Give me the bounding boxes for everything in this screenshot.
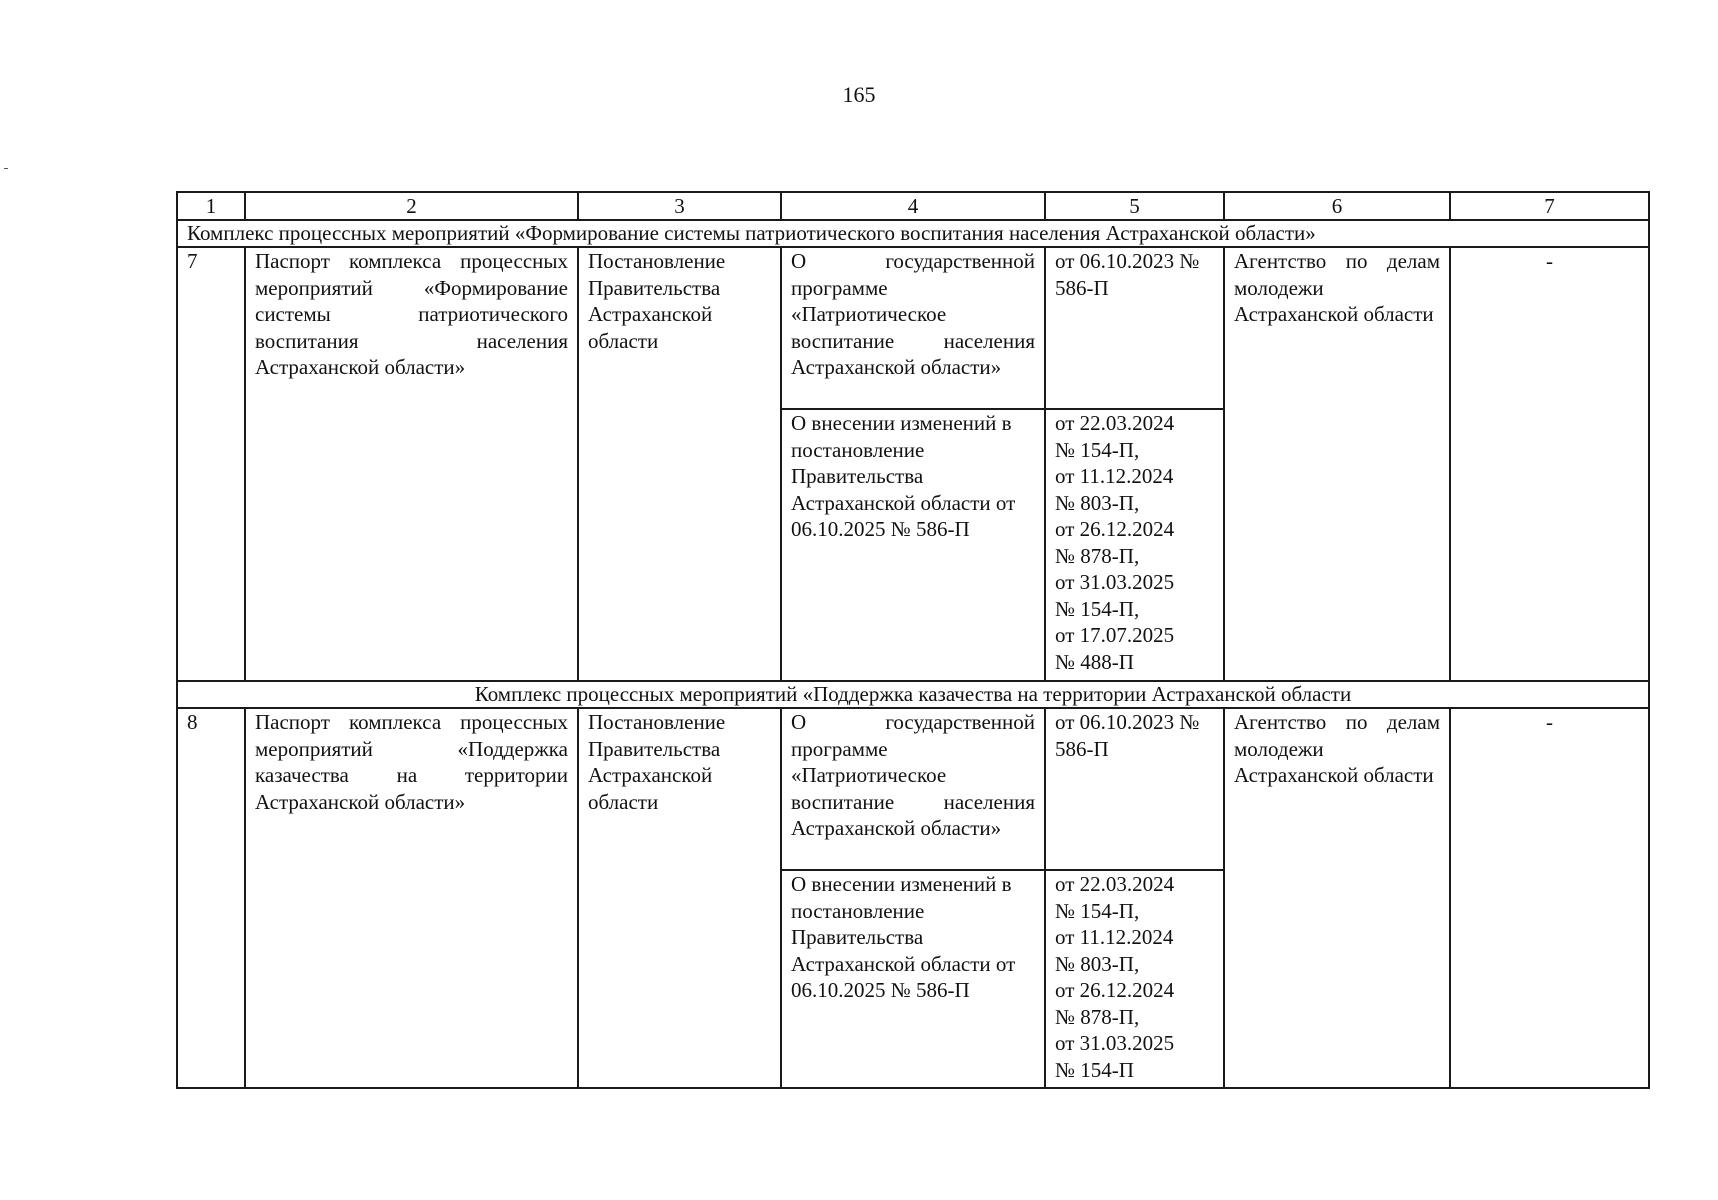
section-title: Комплекс процессных мероприятий «Формирование системы патриотического воспитания населения Астраханской области» [177,220,1649,247]
section-title: Комплекс процессных мероприятий «Поддержка казачества на территории Астраханской области [177,681,1649,708]
act-date-line: № 154-П, [1055,596,1140,621]
act-date-line: № 154-П [1055,1057,1134,1082]
table-row [177,708,1649,870]
act-name-cell: О внесении изменений в постановление Правительства Астраханской области от 06.10.2025 № 586-П [781,409,1045,681]
act-dates-cell [1045,409,1224,681]
act-type-cell: Постановление Правительства Астраханской области [578,708,781,1088]
table-row [177,247,1649,409]
scan-mark [4,168,8,169]
column-number: 6 [1224,192,1450,220]
act-type-cell: Постановление Правительства Астраханской области [578,247,781,681]
act-date-line: от 11.12.2024 [1055,464,1174,488]
act-date-line: от 11.12.2024 [1055,925,1174,949]
passport-cell: Паспорт комплекса процессных мероприятий «Формирование системы патриотического воспитания населения Астраханской области» [245,247,578,681]
column-number: 3 [578,192,781,220]
act-date-line: № 803-П, [1055,490,1140,515]
column-number-row [177,192,1649,220]
column-7-cell: - [1450,247,1649,681]
row-number: 7 [177,247,245,681]
act-date-line: от 17.07.2025 [1055,623,1175,647]
column-7-cell: - [1450,708,1649,1088]
act-date-line: № 154-П, [1055,437,1140,462]
column-number: 2 [245,192,578,220]
passport-cell: Паспорт комплекса процессных мероприятий «Поддержка казачества на территории Астраханской области» [245,708,578,1088]
act-name-cell: О государственной программе «Патриотическое воспитание населения Астраханской области» [781,708,1045,870]
regulatory-acts-table [176,191,1650,1089]
page-number: 165 [842,82,876,107]
column-number: 1 [177,192,245,220]
act-date-line: от 22.03.2024 [1055,411,1175,435]
act-dates-cell [1045,870,1224,1088]
responsible-cell: Агентство по делам молодежи Астраханской области [1224,247,1450,681]
act-name-cell: О внесении изменений в постановление Правительства Астраханской области от 06.10.2025 № 586-П [781,870,1045,1088]
row-number: 8 [177,708,245,1088]
act-date-line: № 878-П, [1055,1004,1140,1029]
act-date-line: № 488-П [1055,649,1134,674]
act-date-line: от 26.12.2024 [1055,517,1175,541]
act-date-line: от 31.03.2025 [1055,1031,1175,1055]
act-date-line: № 803-П, [1055,951,1140,976]
act-date-line: № 878-П, [1055,543,1140,568]
act-date-line: от 22.03.2024 [1055,872,1175,896]
column-number: 7 [1450,192,1649,220]
act-date-line: от 31.03.2025 [1055,570,1175,594]
act-date-cell: от 06.10.2023 № 586-П [1045,247,1224,409]
section-title-row [177,220,1649,247]
section-title-row [177,681,1649,708]
responsible-cell: Агентство по делам молодежи Астраханской области [1224,708,1450,1088]
column-number: 5 [1045,192,1224,220]
act-name-cell: О государственной программе «Патриотическое воспитание населения Астраханской области» [781,247,1045,409]
column-number: 4 [781,192,1045,220]
act-date-line: № 154-П, [1055,898,1140,923]
act-date-cell: от 06.10.2023 № 586-П [1045,708,1224,870]
act-date-line: от 26.12.2024 [1055,978,1175,1002]
